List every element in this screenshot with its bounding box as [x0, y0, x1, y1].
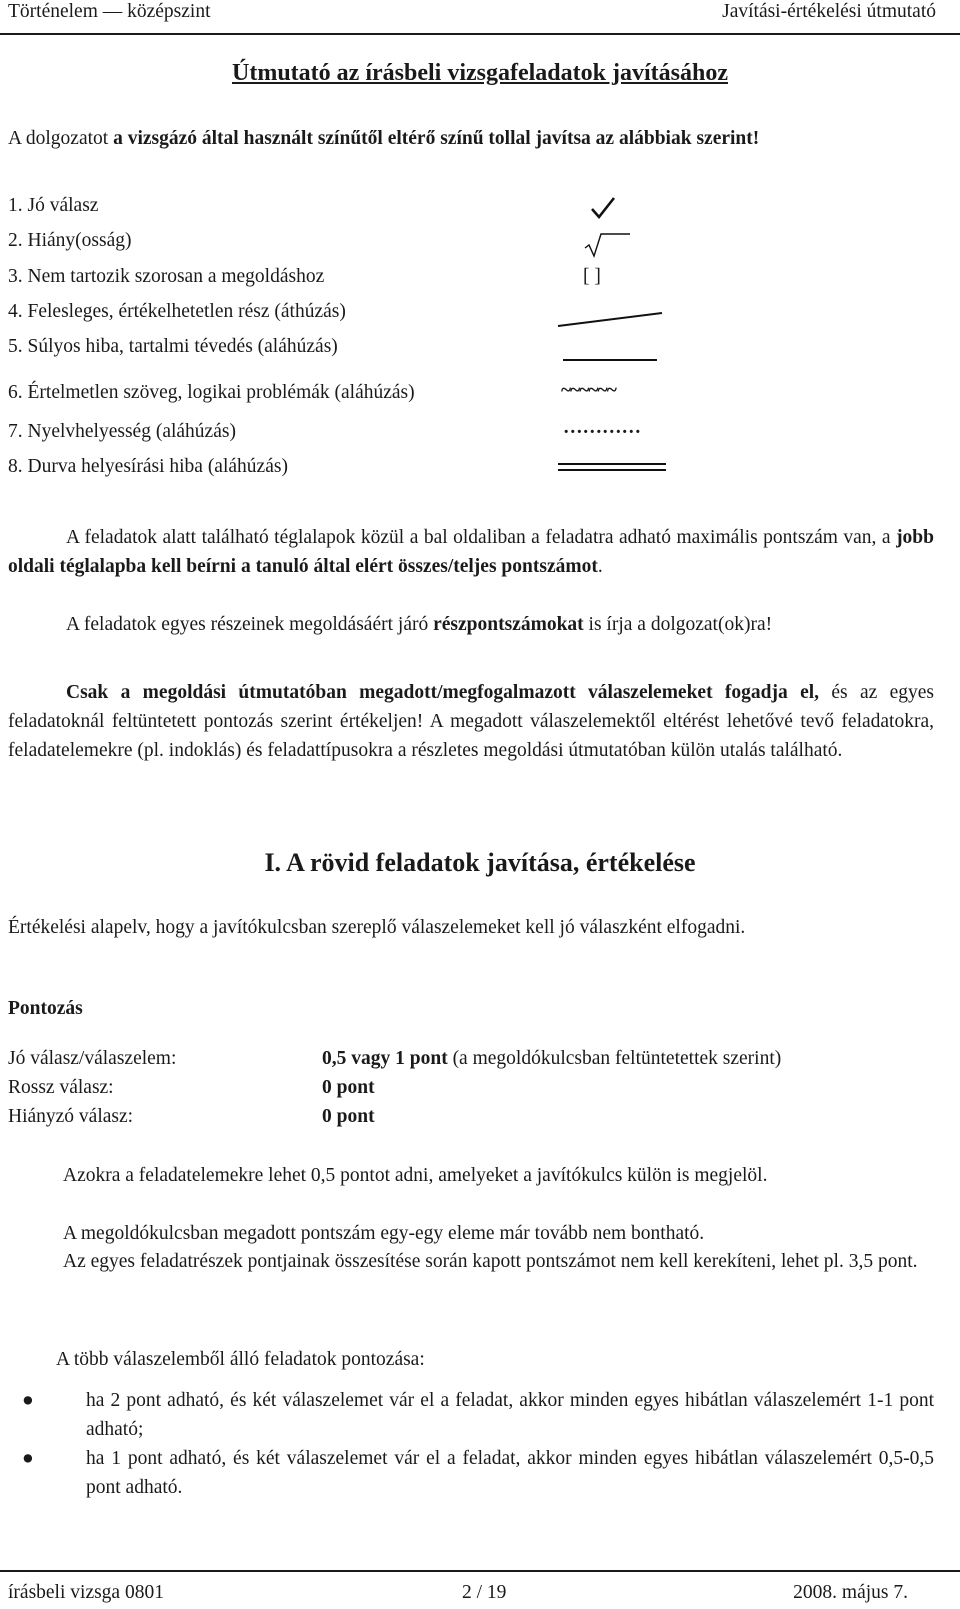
mark-label: 8. Durva helyesírási hiba (aláhúzás) — [8, 456, 288, 477]
scoring-label: Rossz válasz: — [8, 1077, 114, 1098]
marks-list — [0, 195, 960, 495]
mark-row — [8, 336, 688, 372]
bullet-item — [8, 1444, 934, 1502]
note-paragraph-2 — [8, 1219, 934, 1248]
p2-text-b: részpontszámokat — [433, 614, 584, 635]
page-title: Útmutató az írásbeli vizsgafeladatok javításához — [232, 60, 728, 86]
mark-row — [8, 456, 688, 492]
footer-exam-code: írásbeli vizsga 0801 — [8, 1582, 164, 1603]
mark-label: 6. Értelmetlen szöveg, logikai problémák (aláhúzás) — [8, 382, 415, 403]
brackets-icon: [ ] — [583, 266, 601, 287]
note-text: A megoldókulcsban megadott pontszám egy-egy eleme már tovább nem bontható. — [63, 1223, 705, 1244]
footer-rule — [0, 1570, 960, 1572]
strike-line-icon — [556, 301, 666, 331]
header-subject: Történelem — középszint — [8, 1, 211, 22]
scoring-value: 0 pont — [322, 1077, 375, 1098]
scoring-label: Hiányzó válasz: — [8, 1106, 134, 1127]
tilde-icon: ~~~~~~ — [561, 380, 616, 401]
header-rule — [0, 33, 960, 35]
scoring-value: 0 pont — [322, 1106, 375, 1127]
p1-text-b: jobb oldali téglalapba kell beírni a tanuló által elért összes/teljes pontszámot — [8, 527, 934, 577]
double-line-icon — [556, 456, 668, 486]
intro-bold: a vizsgázó által használt színűtől eltérő színű tollal javítsa az alábbiak szerint! — [113, 128, 760, 149]
scoring-table — [8, 1044, 781, 1131]
checkmark-icon — [588, 195, 618, 221]
mark-row — [8, 195, 688, 231]
mark-label: 1. Jó válasz — [8, 195, 99, 216]
intro-paragraph — [8, 124, 934, 153]
mark-row — [8, 230, 688, 266]
p2-text-c: is írja a dolgozat(ok)ra! — [583, 614, 773, 635]
dots-icon: ………… — [563, 417, 641, 438]
mark-row — [8, 266, 688, 302]
note-text: Az egyes feladatrészek pontjainak összesítése során kapott pontszámot nem kell kerekíteni, lehet pl. 3,5 pont. — [63, 1251, 918, 1272]
p3-text-a: Csak a megoldási útmutatóban megadott/megfogalmazott válaszelemeket fogadja el, — [66, 682, 820, 703]
bullet-text: ha 1 pont adható, és két válaszelemet vár el a feladat, akkor minden egyes hibátlan válaszelemért 0,5-0,5 pont adható. — [86, 1448, 934, 1498]
mark-label: 4. Felesleges, értékelhetetlen rész (áthúzás) — [8, 301, 346, 322]
scoring-value: 0,5 vagy 1 pont — [322, 1048, 448, 1069]
p3-text-b: és az egyes feladatoknál feltüntetett pontozás szerint értékeljen! A megadott válaszelemektől eltérést lehetővé tevő feladatokra, feladatelemekre (pl. indoklás) és feladattípusokra a részletes megoldási útmutatóban külön utalás található. — [8, 682, 935, 761]
note-text: Azokra a feladatelemekre lehet 0,5 pontot adni, amelyeket a javítókulcs külön is megjelöl. — [63, 1165, 768, 1186]
p1-text-a: A feladatok alatt található téglalapok közül a bal oldaliban a feladatra adható maximális pontszám van, a — [66, 527, 897, 548]
mark-row — [8, 417, 688, 457]
mark-label: 2. Hiány(osság) — [8, 230, 132, 251]
bullet-list — [8, 1386, 934, 1502]
scoring-value-note: (a megoldókulcsban feltüntetettek szerint) — [447, 1048, 782, 1069]
scoring-row — [8, 1044, 781, 1073]
mark-label: 3. Nem tartozik szorosan a megoldáshoz — [8, 266, 325, 287]
bullet-icon: ● — [22, 1448, 34, 1469]
footer-date: 2008. május 7. — [793, 1582, 908, 1603]
intro-prefix: A dolgozatot — [8, 128, 114, 149]
scoring-label: Jó válasz/válaszelem: — [8, 1048, 177, 1069]
scoring-heading: Pontozás — [8, 998, 83, 1019]
section-title: I. A rövid feladatok javítása, értékelése — [264, 848, 696, 877]
instruction-paragraph-1 — [8, 523, 934, 581]
note-paragraph-1 — [8, 1161, 934, 1190]
principle-paragraph: Értékelési alapelv, hogy a javítókulcsban szereplő válaszelemeket kell jó válaszként elfogadni. — [8, 917, 746, 938]
bullet-text: ha 2 pont adható, és két válaszelemet vár el a feladat, akkor minden egyes hibátlan válaszelemért 1-1 pont adható; — [86, 1390, 934, 1440]
page-footer — [0, 1570, 960, 1609]
underline-icon — [561, 336, 661, 366]
scoring-row — [8, 1102, 781, 1131]
p2-text-a: A feladatok egyes részeinek megoldásáért járó — [66, 614, 434, 635]
mark-row — [8, 301, 688, 337]
instruction-paragraph-3 — [8, 678, 934, 765]
bullet-item — [8, 1386, 934, 1444]
note-paragraph-3 — [8, 1247, 934, 1276]
page-header — [0, 0, 960, 36]
section-title-block — [0, 848, 960, 878]
bullet-icon: ● — [22, 1390, 34, 1411]
header-doc-type: Javítási-értékelési útmutató — [722, 1, 936, 22]
multi-element-heading: A több válaszelemből álló feladatok pontozása: — [56, 1349, 425, 1370]
scoring-row — [8, 1073, 781, 1102]
mark-label: 7. Nyelvhelyesség (aláhúzás) — [8, 421, 236, 442]
mark-row — [8, 382, 688, 418]
page-number: 2 / 19 — [462, 1582, 507, 1603]
instruction-paragraph-2 — [8, 610, 934, 639]
root-line-icon — [583, 230, 633, 260]
title-block — [0, 60, 960, 87]
mark-label: 5. Súlyos hiba, tartalmi tévedés (aláhúzás) — [8, 336, 338, 357]
p1-text-c: . — [597, 556, 603, 577]
